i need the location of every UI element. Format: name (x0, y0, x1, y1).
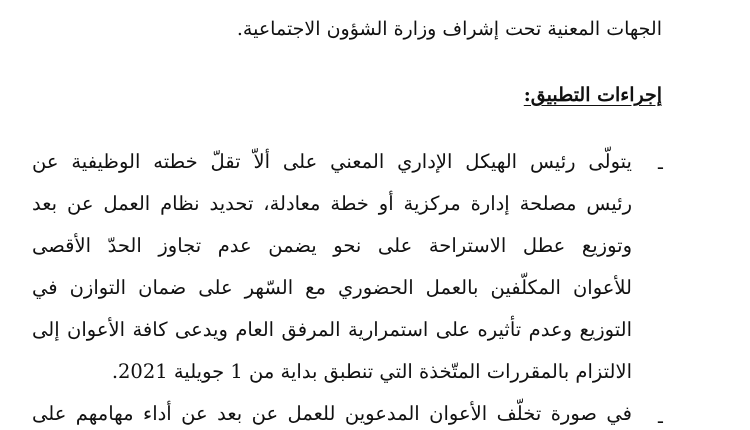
paragraph-line: للأعوان المكلّفين بالعمل الحضوري مع السّهر على ضمان التوازن في (32, 276, 632, 299)
paragraph-line: رئيس مصلحة إدارة مركزية أو خطة معادلة، تحديد نظام العمل عن بعد (32, 192, 632, 215)
intro-text-line: الجهات المعنية تحت إشراف وزارة الشؤون الاجتماعية. (236, 18, 662, 40)
paragraph-line: في صورة تخلّف الأعوان المدعوين للعمل عن بعد عن أداء مهامهم على (32, 402, 632, 425)
paragraph-line: الالتزام بالمقررات المتّخذة التي تنطبق بداية من 1 جويلية 2021. (111, 360, 632, 383)
paragraph-line: يتولّى رئيس الهيكل الإداري المعني على ألاّ تقلّ خطته الوظيفية عن (32, 150, 632, 173)
paragraph-line: التوزيع وعدم تأثيره على استمرارية المرفق العام ويدعى كافة الأعوان إلى (32, 318, 632, 341)
section-heading: إجراءات التطبيق: (523, 84, 662, 106)
paragraph-line: وتوزيع عطل الاستراحة على نحو يضمن عدم تجاوز الحدّ الأقصى (32, 234, 632, 257)
bullet-marker: - (656, 155, 664, 179)
bullet-marker: - (656, 409, 664, 430)
